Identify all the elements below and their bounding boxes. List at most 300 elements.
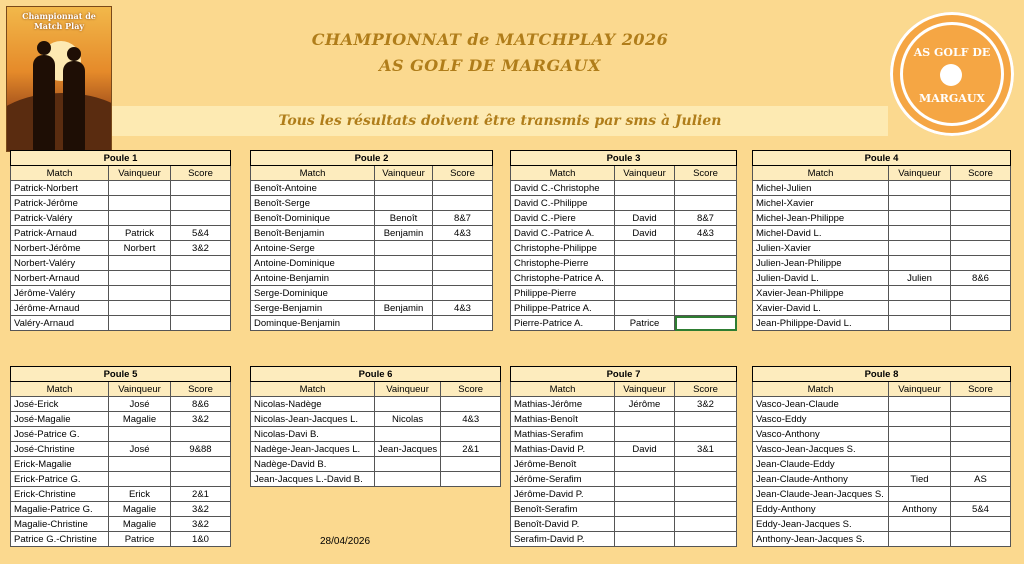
score-cell[interactable]: [675, 487, 737, 502]
poule-title: Poule 2: [251, 151, 493, 166]
score-cell[interactable]: 8&6: [951, 271, 1011, 286]
match-cell[interactable]: Mathias-Benoît: [511, 412, 615, 427]
winner-cell[interactable]: Magalie: [109, 412, 171, 427]
match-cell[interactable]: Christophe-Patrice A.: [511, 271, 615, 286]
score-cell[interactable]: [441, 472, 501, 487]
match-cell[interactable]: David C.-Piere: [511, 211, 615, 226]
winner-cell[interactable]: Benjamin: [375, 226, 433, 241]
score-cell[interactable]: [433, 271, 493, 286]
match-cell[interactable]: Philippe-Patrice A.: [511, 301, 615, 316]
match-cell[interactable]: David C.-Philippe: [511, 196, 615, 211]
column-header-match: Match: [251, 166, 375, 181]
score-cell[interactable]: [951, 442, 1011, 457]
match-cell[interactable]: Michel-Xavier: [753, 196, 889, 211]
match-cell[interactable]: Benoît-Dominique: [251, 211, 375, 226]
score-cell[interactable]: [951, 226, 1011, 241]
winner-cell[interactable]: [375, 316, 433, 331]
score-cell[interactable]: AS: [951, 472, 1011, 487]
score-cell[interactable]: [433, 286, 493, 301]
winner-cell[interactable]: [375, 286, 433, 301]
winner-cell[interactable]: [889, 286, 951, 301]
match-cell[interactable]: Julien-Jean-Philippe: [753, 256, 889, 271]
match-cell[interactable]: Jean-Claude-Jean-Jacques S.: [753, 487, 889, 502]
winner-cell[interactable]: [615, 412, 675, 427]
winner-cell[interactable]: Patrick: [109, 226, 171, 241]
winner-cell[interactable]: [109, 316, 171, 331]
winner-cell[interactable]: [889, 196, 951, 211]
match-cell[interactable]: Erick-Christine: [11, 487, 109, 502]
score-cell[interactable]: [951, 397, 1011, 412]
score-cell[interactable]: [433, 181, 493, 196]
match-cell[interactable]: Antoine-Dominique: [251, 256, 375, 271]
score-cell[interactable]: [171, 181, 231, 196]
match-cell[interactable]: Nadège-David B.: [251, 457, 375, 472]
winner-cell[interactable]: [615, 256, 675, 271]
winner-cell[interactable]: [109, 211, 171, 226]
score-cell[interactable]: [675, 502, 737, 517]
score-cell[interactable]: [951, 427, 1011, 442]
match-cell[interactable]: Xavier-Jean-Philippe: [753, 286, 889, 301]
score-cell[interactable]: 5&4: [171, 226, 231, 241]
match-cell[interactable]: Vasco-Anthony: [753, 427, 889, 442]
poule-title: Poule 7: [511, 367, 737, 382]
winner-cell[interactable]: David: [615, 226, 675, 241]
winner-cell[interactable]: [889, 226, 951, 241]
score-cell[interactable]: [433, 256, 493, 271]
winner-cell[interactable]: [375, 427, 441, 442]
winner-cell[interactable]: Patrice: [615, 316, 675, 331]
match-cell[interactable]: Antoine-Benjamin: [251, 271, 375, 286]
championship-poster: [6, 6, 112, 152]
winner-cell[interactable]: Tied: [889, 472, 951, 487]
club-logo: [890, 12, 1014, 136]
score-cell[interactable]: [675, 412, 737, 427]
column-header-winner: Vainqueur: [109, 382, 171, 397]
column-header-winner: Vainqueur: [615, 166, 675, 181]
winner-cell[interactable]: [375, 472, 441, 487]
match-cell[interactable]: José-Magalie: [11, 412, 109, 427]
score-cell[interactable]: [675, 517, 737, 532]
winner-cell[interactable]: [889, 211, 951, 226]
winner-cell[interactable]: Magalie: [109, 502, 171, 517]
match-cell[interactable]: Michel-Jean-Philippe: [753, 211, 889, 226]
winner-cell[interactable]: [615, 241, 675, 256]
winner-cell[interactable]: [109, 427, 171, 442]
score-cell[interactable]: 3&2: [171, 412, 231, 427]
match-cell[interactable]: Norbert-Valéry: [11, 256, 109, 271]
winner-cell[interactable]: Nicolas: [375, 412, 441, 427]
winner-cell[interactable]: [615, 286, 675, 301]
match-cell[interactable]: Jean-Jacques L.-David B.: [251, 472, 375, 487]
column-header-winner: Vainqueur: [889, 166, 951, 181]
match-row: [511, 502, 737, 517]
match-cell[interactable]: José-Patrice G.: [11, 427, 109, 442]
winner-cell[interactable]: [889, 442, 951, 457]
match-cell[interactable]: Eddy-Anthony: [753, 502, 889, 517]
match-row: [511, 286, 737, 301]
match-row: [11, 301, 231, 316]
winner-cell[interactable]: [889, 316, 951, 331]
winner-cell[interactable]: Erick: [109, 487, 171, 502]
column-header-match: Match: [511, 382, 615, 397]
winner-cell[interactable]: [375, 256, 433, 271]
winner-cell[interactable]: [615, 271, 675, 286]
match-cell[interactable]: Christophe-Pierre: [511, 256, 615, 271]
match-cell[interactable]: Christophe-Philippe: [511, 241, 615, 256]
match-row: [753, 196, 1011, 211]
score-cell[interactable]: 4&3: [441, 412, 501, 427]
score-cell[interactable]: [171, 301, 231, 316]
match-cell[interactable]: Benoît-Antoine: [251, 181, 375, 196]
poule-title: Poule 5: [11, 367, 231, 382]
match-cell[interactable]: Magalie-Patrice G.: [11, 502, 109, 517]
score-cell[interactable]: [951, 181, 1011, 196]
match-row: [511, 517, 737, 532]
match-row: [753, 397, 1011, 412]
match-cell[interactable]: José-Christine: [11, 442, 109, 457]
winner-cell[interactable]: [615, 532, 675, 547]
score-cell[interactable]: [441, 427, 501, 442]
score-cell[interactable]: [951, 241, 1011, 256]
match-cell[interactable]: Jérôme-Arnaud: [11, 301, 109, 316]
winner-cell[interactable]: [109, 271, 171, 286]
match-row: [11, 241, 231, 256]
score-cell[interactable]: 3&2: [171, 241, 231, 256]
column-header-match: Match: [511, 166, 615, 181]
match-cell[interactable]: Nadège-Jean-Jacques L.: [251, 442, 375, 457]
match-row: [11, 472, 231, 487]
winner-cell[interactable]: Benoît: [375, 211, 433, 226]
winner-cell[interactable]: [615, 457, 675, 472]
match-row: [511, 457, 737, 472]
match-row: [511, 397, 737, 412]
score-cell[interactable]: 4&3: [675, 226, 737, 241]
winner-cell[interactable]: Jean-Jacques: [375, 442, 441, 457]
match-row: [251, 472, 501, 487]
match-row: [251, 412, 501, 427]
score-cell[interactable]: [171, 286, 231, 301]
score-cell[interactable]: [951, 286, 1011, 301]
winner-cell[interactable]: [109, 472, 171, 487]
logo-text-bottom: MARGAUX: [919, 92, 985, 105]
winner-cell[interactable]: [615, 181, 675, 196]
match-row: [11, 502, 231, 517]
match-cell[interactable]: Nicolas-Davi B.: [251, 427, 375, 442]
golfer-silhouette: [33, 55, 55, 151]
match-cell[interactable]: Eddy-Jean-Jacques S.: [753, 517, 889, 532]
winner-cell[interactable]: [615, 517, 675, 532]
winner-cell[interactable]: David: [615, 211, 675, 226]
match-cell[interactable]: Mathias-David P.: [511, 442, 615, 457]
winner-cell[interactable]: [109, 286, 171, 301]
winner-cell[interactable]: [889, 487, 951, 502]
match-cell[interactable]: Philippe-Pierre: [511, 286, 615, 301]
score-cell[interactable]: [951, 517, 1011, 532]
match-cell[interactable]: David C.-Patrice A.: [511, 226, 615, 241]
score-cell[interactable]: 2&1: [171, 487, 231, 502]
score-cell[interactable]: [171, 457, 231, 472]
match-cell[interactable]: Michel-David L.: [753, 226, 889, 241]
match-cell[interactable]: Jean-Claude-Anthony: [753, 472, 889, 487]
score-cell[interactable]: 8&6: [171, 397, 231, 412]
match-cell[interactable]: Xavier-David L.: [753, 301, 889, 316]
score-cell[interactable]: [951, 457, 1011, 472]
match-row: [753, 286, 1011, 301]
match-cell[interactable]: Erick-Patrice G.: [11, 472, 109, 487]
match-cell[interactable]: Nicolas-Jean-Jacques L.: [251, 412, 375, 427]
poule-table: [752, 150, 1011, 331]
match-cell[interactable]: Vasco-Jean-Claude: [753, 397, 889, 412]
match-cell[interactable]: Jérôme-Valéry: [11, 286, 109, 301]
poule-table: [10, 150, 231, 331]
match-cell[interactable]: Patrick-Arnaud: [11, 226, 109, 241]
match-cell[interactable]: Jean-Philippe-David L.: [753, 316, 889, 331]
match-cell[interactable]: Mathias-Jérôme: [511, 397, 615, 412]
score-cell[interactable]: [171, 196, 231, 211]
match-cell[interactable]: Benoît-Benjamin: [251, 226, 375, 241]
winner-cell[interactable]: [615, 502, 675, 517]
column-header-winner: Vainqueur: [109, 166, 171, 181]
score-cell[interactable]: [951, 196, 1011, 211]
score-cell[interactable]: 2&1: [441, 442, 501, 457]
winner-cell[interactable]: [615, 472, 675, 487]
match-cell[interactable]: Jérôme-Benoît: [511, 457, 615, 472]
score-cell[interactable]: [951, 301, 1011, 316]
score-cell[interactable]: [171, 472, 231, 487]
score-cell[interactable]: [951, 487, 1011, 502]
winner-cell[interactable]: [109, 457, 171, 472]
match-cell[interactable]: Nicolas-Nadège: [251, 397, 375, 412]
score-cell[interactable]: [675, 316, 737, 331]
score-cell[interactable]: [171, 427, 231, 442]
match-row: [511, 226, 737, 241]
winner-cell[interactable]: [615, 427, 675, 442]
winner-cell[interactable]: [375, 196, 433, 211]
match-cell[interactable]: Patrick-Jérôme: [11, 196, 109, 211]
match-cell[interactable]: Benoît-David P.: [511, 517, 615, 532]
score-cell[interactable]: [171, 256, 231, 271]
match-cell[interactable]: Valéry-Arnaud: [11, 316, 109, 331]
column-header-match: Match: [11, 166, 109, 181]
winner-cell[interactable]: [889, 181, 951, 196]
winner-cell[interactable]: [109, 301, 171, 316]
match-row: [251, 427, 501, 442]
score-cell[interactable]: [675, 256, 737, 271]
winner-cell[interactable]: [375, 457, 441, 472]
poule-table: [752, 366, 1011, 547]
winner-cell[interactable]: [375, 241, 433, 256]
winner-cell[interactable]: [615, 196, 675, 211]
golfer-silhouette: [63, 61, 85, 151]
score-cell[interactable]: [675, 241, 737, 256]
score-cell[interactable]: 3&2: [171, 517, 231, 532]
match-row: [251, 181, 493, 196]
score-cell[interactable]: 8&7: [675, 211, 737, 226]
match-cell[interactable]: Patrick-Norbert: [11, 181, 109, 196]
match-row: [11, 457, 231, 472]
match-row: [11, 316, 231, 331]
match-row: [11, 196, 231, 211]
column-header-score: Score: [951, 166, 1011, 181]
match-row: [511, 181, 737, 196]
winner-cell[interactable]: [889, 256, 951, 271]
winner-cell[interactable]: [615, 487, 675, 502]
score-cell[interactable]: [171, 211, 231, 226]
match-row: [251, 241, 493, 256]
match-row: [511, 301, 737, 316]
winner-cell[interactable]: [889, 412, 951, 427]
golf-ball-icon: [940, 64, 962, 86]
poule-title: Poule 6: [251, 367, 501, 382]
match-cell[interactable]: Benoît-Serafim: [511, 502, 615, 517]
score-cell[interactable]: 5&4: [951, 502, 1011, 517]
winner-cell[interactable]: [889, 532, 951, 547]
winner-cell[interactable]: [375, 397, 441, 412]
match-cell[interactable]: Jean-Claude-Eddy: [753, 457, 889, 472]
match-cell[interactable]: Dominque-Benjamin: [251, 316, 375, 331]
match-cell[interactable]: Julien-David L.: [753, 271, 889, 286]
winner-cell[interactable]: [889, 241, 951, 256]
winner-cell[interactable]: [375, 181, 433, 196]
match-cell[interactable]: Antoine-Serge: [251, 241, 375, 256]
match-cell[interactable]: Erick-Magalie: [11, 457, 109, 472]
winner-cell[interactable]: [109, 256, 171, 271]
score-cell[interactable]: [951, 532, 1011, 547]
match-row: [11, 412, 231, 427]
match-cell[interactable]: Magalie-Christine: [11, 517, 109, 532]
score-cell[interactable]: [441, 397, 501, 412]
score-cell[interactable]: [441, 457, 501, 472]
column-header-score: Score: [441, 382, 501, 397]
column-header-match: Match: [753, 166, 889, 181]
match-row: [511, 487, 737, 502]
score-cell[interactable]: [951, 211, 1011, 226]
winner-cell[interactable]: Anthony: [889, 502, 951, 517]
score-cell[interactable]: 3&1: [675, 442, 737, 457]
score-cell[interactable]: 4&3: [433, 226, 493, 241]
hill-shape: [6, 93, 112, 152]
score-cell[interactable]: [951, 256, 1011, 271]
winner-cell[interactable]: José: [109, 397, 171, 412]
match-cell[interactable]: Mathias-Serafim: [511, 427, 615, 442]
match-row: [251, 316, 493, 331]
column-header-match: Match: [11, 382, 109, 397]
match-row: [251, 211, 493, 226]
match-cell[interactable]: Serge-Dominique: [251, 286, 375, 301]
score-cell[interactable]: [433, 241, 493, 256]
winner-cell[interactable]: [375, 271, 433, 286]
match-row: [11, 427, 231, 442]
match-cell[interactable]: Pierre-Patrice A.: [511, 316, 615, 331]
match-cell[interactable]: Anthony-Jean-Jacques S.: [753, 532, 889, 547]
column-header-match: Match: [753, 382, 889, 397]
match-row: [11, 397, 231, 412]
winner-cell[interactable]: Patrice: [109, 532, 171, 547]
match-cell[interactable]: Serge-Benjamin: [251, 301, 375, 316]
match-cell[interactable]: Julien-Xavier: [753, 241, 889, 256]
match-row: [753, 532, 1011, 547]
match-row: [251, 196, 493, 211]
score-cell[interactable]: [675, 286, 737, 301]
match-cell[interactable]: Norbert-Jérôme: [11, 241, 109, 256]
match-row: [11, 181, 231, 196]
match-cell[interactable]: Serafim-David P.: [511, 532, 615, 547]
winner-cell[interactable]: [889, 517, 951, 532]
score-cell[interactable]: 3&2: [171, 502, 231, 517]
winner-cell[interactable]: [889, 397, 951, 412]
match-cell[interactable]: Vasco-Jean-Jacques S.: [753, 442, 889, 457]
score-cell[interactable]: [675, 301, 737, 316]
winner-cell[interactable]: [889, 301, 951, 316]
winner-cell[interactable]: Jérôme: [615, 397, 675, 412]
score-cell[interactable]: 3&2: [675, 397, 737, 412]
match-cell[interactable]: Jérôme-Serafim: [511, 472, 615, 487]
winner-cell[interactable]: [109, 181, 171, 196]
score-cell[interactable]: [171, 316, 231, 331]
match-row: [753, 271, 1011, 286]
match-cell[interactable]: Patrick-Valéry: [11, 211, 109, 226]
score-cell[interactable]: [951, 316, 1011, 331]
notice-text: Tous les résultats doivent être transmis par sms à Julien: [278, 113, 722, 129]
column-header-match: Match: [251, 382, 375, 397]
winner-cell[interactable]: [109, 196, 171, 211]
score-cell[interactable]: [433, 196, 493, 211]
match-row: [511, 427, 737, 442]
column-header-winner: Vainqueur: [615, 382, 675, 397]
match-cell[interactable]: David C.-Christophe: [511, 181, 615, 196]
winner-cell[interactable]: [615, 301, 675, 316]
winner-cell[interactable]: Julien: [889, 271, 951, 286]
winner-cell[interactable]: José: [109, 442, 171, 457]
score-cell[interactable]: 1&0: [171, 532, 231, 547]
match-row: [753, 472, 1011, 487]
score-cell[interactable]: 8&7: [433, 211, 493, 226]
winner-cell[interactable]: Norbert: [109, 241, 171, 256]
match-row: [11, 271, 231, 286]
match-cell[interactable]: José-Erick: [11, 397, 109, 412]
match-row: [251, 271, 493, 286]
page-title: CHAMPIONNAT de MATCHPLAY 2026: [311, 30, 669, 49]
match-row: [11, 256, 231, 271]
match-row: [251, 256, 493, 271]
score-cell[interactable]: [675, 181, 737, 196]
match-cell[interactable]: Benoît-Serge: [251, 196, 375, 211]
winner-cell[interactable]: [889, 427, 951, 442]
match-cell[interactable]: Michel-Julien: [753, 181, 889, 196]
score-cell[interactable]: [675, 532, 737, 547]
winner-cell[interactable]: Benjamin: [375, 301, 433, 316]
score-cell[interactable]: 4&3: [433, 301, 493, 316]
score-cell[interactable]: 9&88: [171, 442, 231, 457]
score-cell[interactable]: [675, 457, 737, 472]
match-cell[interactable]: Jérôme-David P.: [511, 487, 615, 502]
score-cell[interactable]: [433, 316, 493, 331]
score-cell[interactable]: [675, 472, 737, 487]
score-cell[interactable]: [951, 412, 1011, 427]
column-header-score: Score: [675, 382, 737, 397]
winner-cell[interactable]: David: [615, 442, 675, 457]
match-cell[interactable]: Patrice G.-Christine: [11, 532, 109, 547]
match-cell[interactable]: Norbert-Arnaud: [11, 271, 109, 286]
score-cell[interactable]: [675, 427, 737, 442]
match-row: [511, 412, 737, 427]
winner-cell[interactable]: [889, 457, 951, 472]
winner-cell[interactable]: Magalie: [109, 517, 171, 532]
match-cell[interactable]: Vasco-Eddy: [753, 412, 889, 427]
score-cell[interactable]: [675, 196, 737, 211]
score-cell[interactable]: [675, 271, 737, 286]
score-cell[interactable]: [171, 271, 231, 286]
